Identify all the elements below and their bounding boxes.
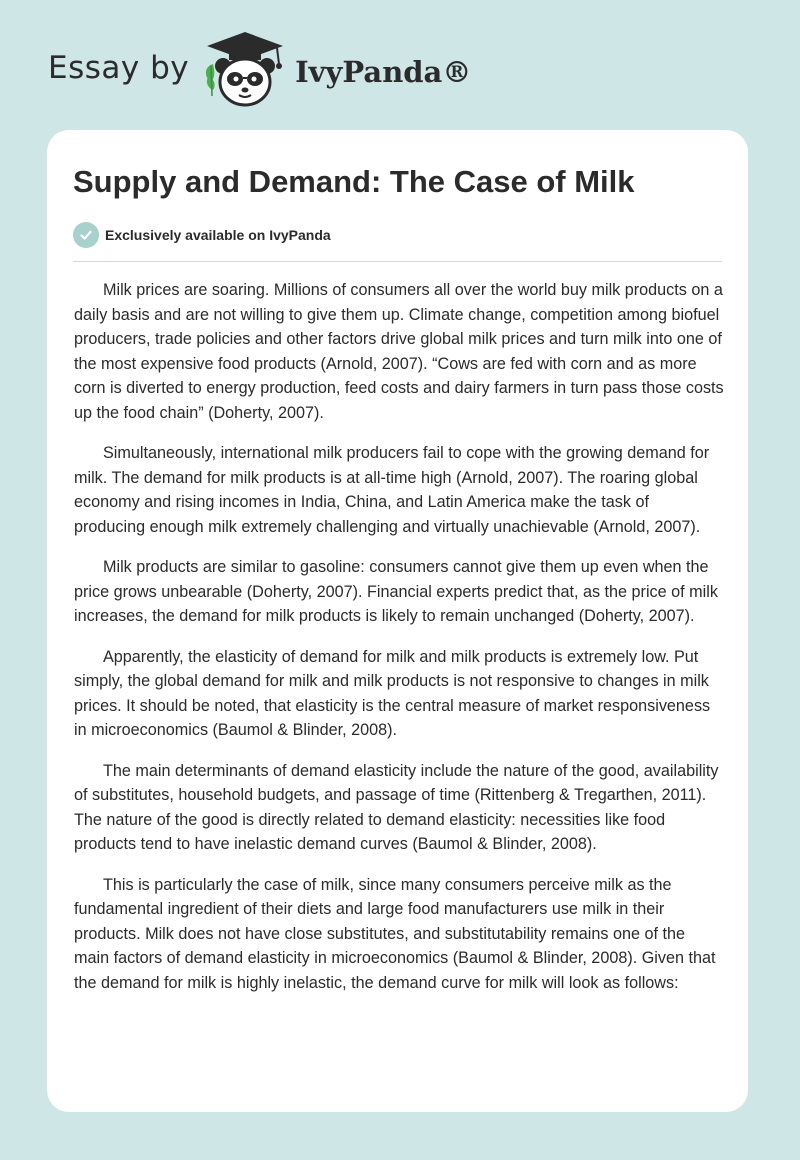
paragraph: Apparently, the elasticity of demand for milk and milk products is extremely low. Put simply, the global demand for milk and milk products is not responsive to changes in milk prices. It should be noted, that elasticity is the central measure of market responsiveness in microeconomics (Baumol & Blinder, 2008). (74, 647, 711, 739)
essay-body (74, 278, 724, 1011)
essay-title: Supply and Demand: The Case of Milk (73, 164, 635, 199)
exclusive-badge (73, 222, 331, 248)
site-header (48, 30, 471, 110)
paragraph: Milk prices are soaring. Millions of consumers all over the world buy milk products on a daily basis and are not willing to give them up. Climate change, competition among biofuel producers, trade policies and other factors drive global milk prices and turn milk into one of the most expensive food products (Arnold, 2007). “Cows are fed with corn and as more corn is diverted to energy production, feed costs and dairy farmers in turn pass those costs up the food chain” (Doherty, 2007). (74, 281, 724, 422)
paragraph: Milk products are similar to gasoline: consumers cannot give them up even when the price grows unbearable (Doherty, 2007). Financial experts predict that, as the price of milk increases, the demand for milk products is likely to remain unchanged (Doherty, 2007). (74, 558, 718, 625)
check-icon (73, 222, 99, 248)
paragraph: This is particularly the case of milk, since many consumers perceive milk as the fundamental ingredient of their diets and large food manufacturers use milk in their products. Milk does not have close substitutes, and substitutability remains one of the main factors of demand elasticity in microeconomics (Baumol & Blinder, 2008). Given that the demand for milk is highly inelastic, the demand curve for milk will look as follows: (74, 875, 716, 992)
paragraph: Simultaneously, international milk producers fail to cope with the growing demand for milk. The demand for milk products is at all-time high (Arnold, 2007). The roaring global economy and rising incomes in India, China, and Latin America make the task of producing enough milk extremely challenging and virtually unachievable (Arnold, 2007). (74, 444, 710, 536)
brand-name[interactable]: IvyPanda® (295, 55, 472, 89)
essay-by-label: Essay by (48, 50, 190, 86)
exclusive-label: Exclusively available on IvyPanda (105, 227, 331, 243)
paragraph: The main determinants of demand elasticity include the nature of the good, availability of substitutes, household budgets, and passage of time (Rittenberg & Tregarthen, 2011). The nature of the good is directly related to demand elasticity: necessities like food products tend to have inelastic demand curves (Baumol & Blinder, 2008). (74, 761, 719, 853)
divider (73, 261, 722, 262)
panda-logo-icon[interactable] (199, 30, 291, 110)
essay-card (47, 130, 748, 1112)
